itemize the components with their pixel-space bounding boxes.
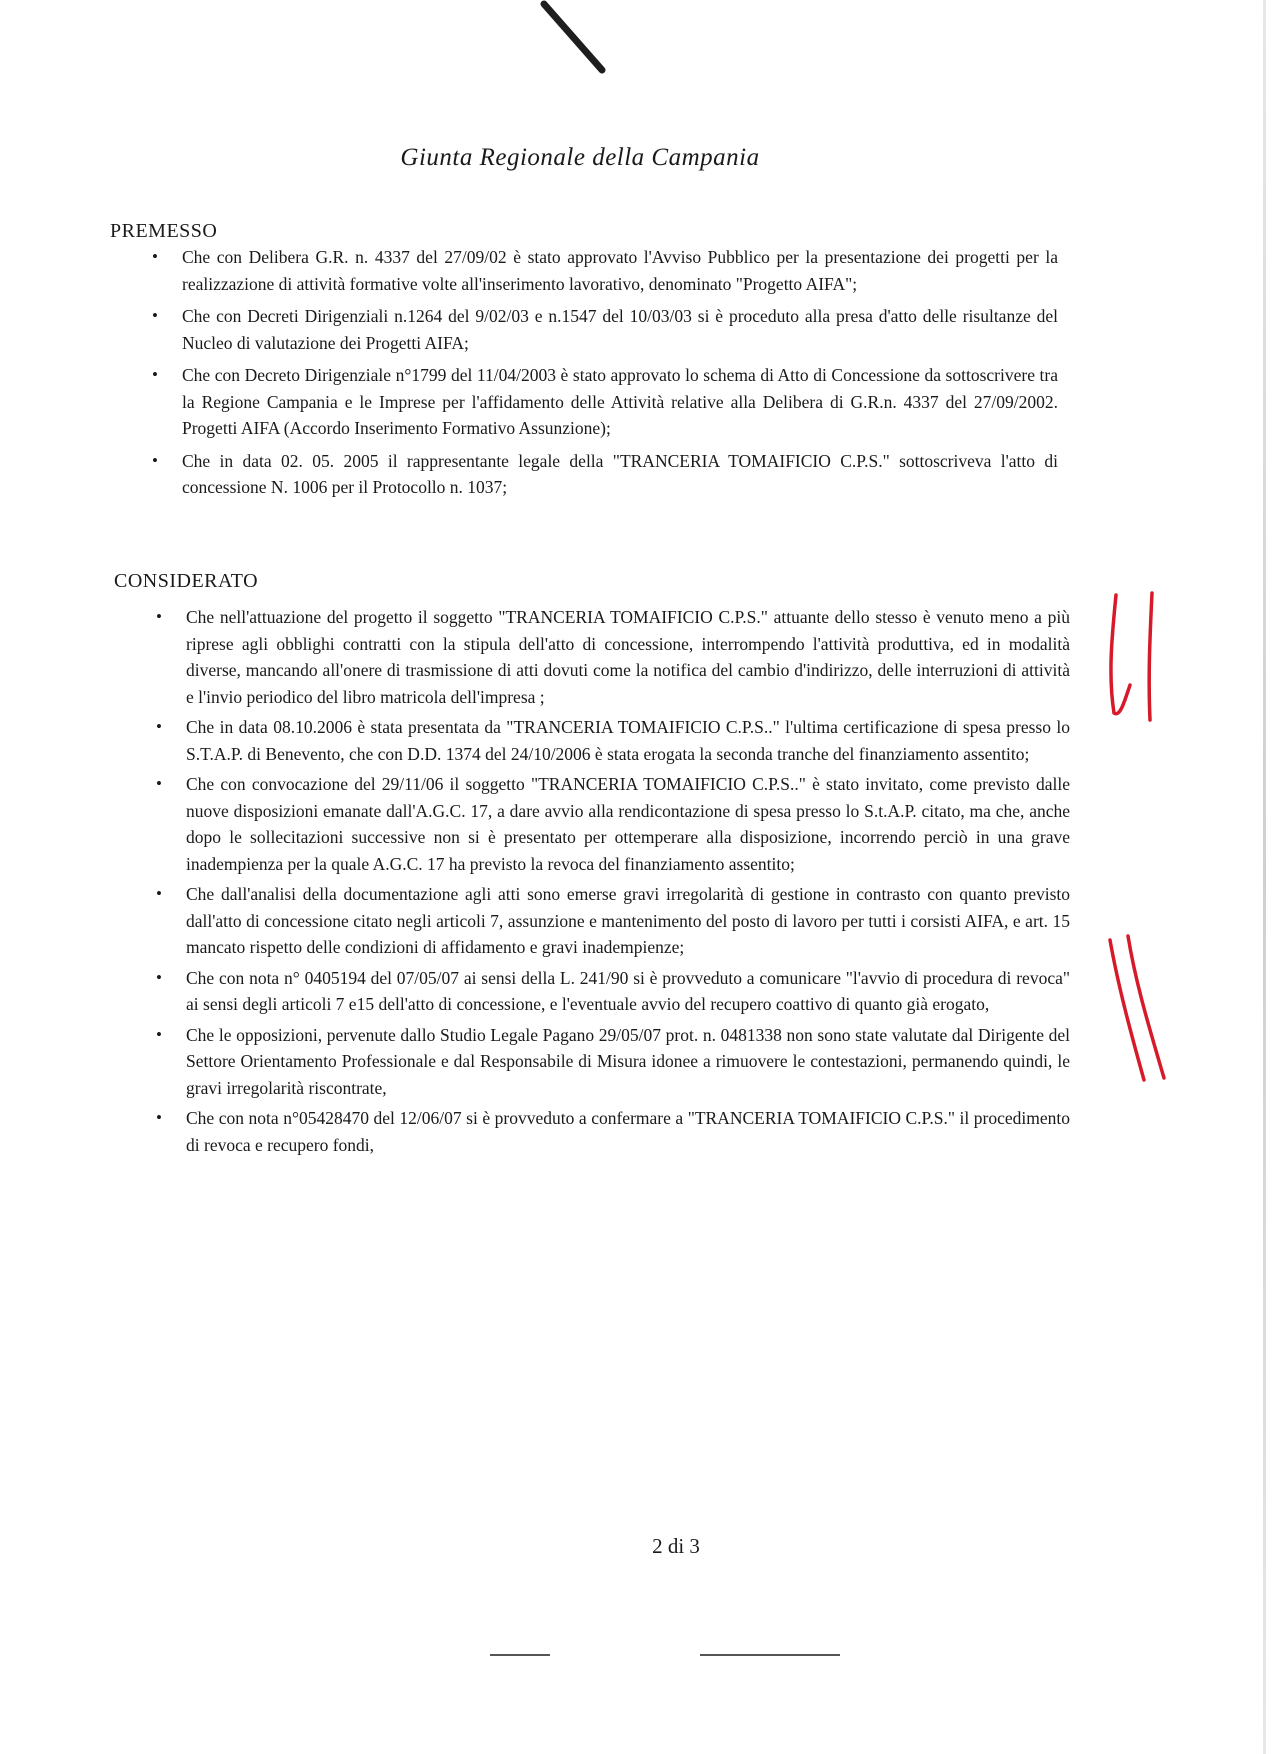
page-number: 2 di 3 [652, 1534, 700, 1558]
list-item-text: Che con Decreti Dirigenziali n.1264 del 9/02/03 e n.1547 del 10/03/03 si è proceduto alla presa d'atto delle risultanze del Nucleo di valutazione dei Progetti AIFA; [182, 306, 1058, 353]
list-item-text: Che le opposizioni, pervenute dallo Studio Legale Pagano 29/05/07 prot. n. 0481338 non sono state valutate dal Dirigente del Settore Orientamento Professionale e dal Responsabile di Misura idonee a rimuovere le contestazioni, permanendo quindi, le gravi irregolarità riscontrate, [186, 1024, 1070, 1098]
considerato-list [152, 604, 1070, 1162]
list-item-text: Che con nota n°05428470 del 12/06/07 si è provveduto a confermare a "TRANCERIA TOMAIFICIO C.P.S." il procedimento di revoca e recupero fondi, [186, 1108, 1070, 1155]
list-item-text: Che in data 08.10.2006 è stata presentata da "TRANCERIA TOMAIFICIO C.P.S.." l'ultima certificazione di spesa presso lo S.T.A.P. di Benevento, che con D.D. 1374 del 24/10/2006 è stata erogata la seconda tranche del finanziamento assentito; [186, 717, 1070, 764]
list-item [152, 771, 1070, 877]
bullet-icon: • [156, 884, 162, 903]
bullet-icon: • [152, 306, 158, 325]
list-item [148, 448, 1058, 501]
bullet-icon: • [156, 774, 162, 793]
footer-rule-left [490, 1654, 550, 1656]
red-pen-mark-lower [1100, 930, 1180, 1090]
bullet-icon: • [152, 247, 158, 266]
list-item [152, 714, 1070, 767]
list-item [152, 1105, 1070, 1158]
premesso-list [148, 244, 1058, 507]
bullet-icon: • [156, 717, 162, 736]
section-title-considerato: CONSIDERATO [114, 570, 259, 592]
bullet-icon: • [152, 365, 158, 384]
page-edge-shadow [1263, 0, 1266, 1754]
bullet-icon: • [156, 967, 162, 987]
list-item [152, 965, 1070, 1018]
list-item [148, 362, 1058, 442]
list-item-text: Che con convocazione del 29/11/06 il soggetto "TRANCERIA TOMAIFICIO C.P.S.." è stato invitato, come previsto dalle nuove disposizioni emanate dall'A.G.C. 17, a dare avvio alla rendicontazione di spesa presso lo S.t.A.P. citato, ma che, anche dopo le sollecitazioni successive non si è presentato per ottemperare alla disposizione, incorrendo perciò in una grave inadempienza per la quale A.G.C. 17 ha previsto la revoca del finanziamento assentito; [186, 774, 1070, 874]
page-header: Giunta Regionale della Campania [400, 144, 760, 171]
list-item [152, 604, 1070, 710]
list-item-text: Che con Decreto Dirigenziale n°1799 del 11/04/2003 è stato approvato lo schema di Atto di Concessione da sottoscrivere tra la Regione Campania e le Imprese per l'affidamento delle Attività relative alla Delibera di G.R.n. 4337 del 27/09/2002. Progetti AIFA (Accordo Inserimento Formativo Assunzione); [182, 365, 1058, 438]
bullet-icon: • [156, 1024, 162, 1044]
list-item-text: Che in data 02. 05. 2005 il rappresentante legale della "TRANCERIA TOMAIFICIO C.P.S." sottoscriveva l'atto di concessione N. 1006 per il Protocollo n. 1037; [182, 450, 1058, 497]
footer-rule-right [700, 1654, 840, 1656]
bullet-icon: • [156, 607, 162, 626]
section-title-premesso: PREMESSO [110, 220, 218, 242]
list-item-text: Che nell'attuazione del progetto il soggetto "TRANCERIA TOMAIFICIO C.P.S." attuante dello stesso è venuto meno a più riprese agli obblighi contratti con la stipula dell'atto di concessione, interrompendo l'attività produttiva, ed in modalità diverse, mancando all'onere di trasmissione di atti dovuti come la notifica del cambio d'indirizzo, delle interruzioni di attività e l'invio periodico del libro matricola dell'impresa ; [186, 607, 1070, 707]
bullet-icon: • [156, 1108, 162, 1127]
list-item [148, 244, 1058, 297]
list-item-text: Che con Delibera G.R. n. 4337 del 27/09/02 è stato approvato l'Avviso Pubblico per la presentazione dei progetti per la realizzazione di attività formative volte all'inserimento lavorativo, denominato "Progetto AIFA"; [182, 247, 1058, 294]
staple-mark [540, 0, 620, 80]
list-item [152, 881, 1070, 961]
list-item [148, 303, 1058, 356]
list-item [152, 1022, 1070, 1102]
list-item-text: Che dall'analisi della documentazione agli atti sono emerse gravi irregolarità di gestione in contrasto con quanto previsto dall'atto di concessione citato negli articoli 7, assunzione e mantenimento del posto di lavoro per tutti i corsisti AIFA, e art. 15 mancato rispetto delle condizioni di affidamento e gravi inadempienze; [186, 884, 1070, 957]
list-item-text: Che con nota n° 0405194 del 07/05/07 ai sensi della L. 241/90 si è provveduto a comunicare "l'avvio di procedura di revoca" ai sensi degli articoli 7 e15 dell'atto di concessione, e l'eventuale avvio del recupero coattivo di quanto già erogato, [186, 967, 1070, 1014]
red-pen-mark-upper [1100, 585, 1170, 735]
bullet-icon: • [152, 450, 158, 470]
